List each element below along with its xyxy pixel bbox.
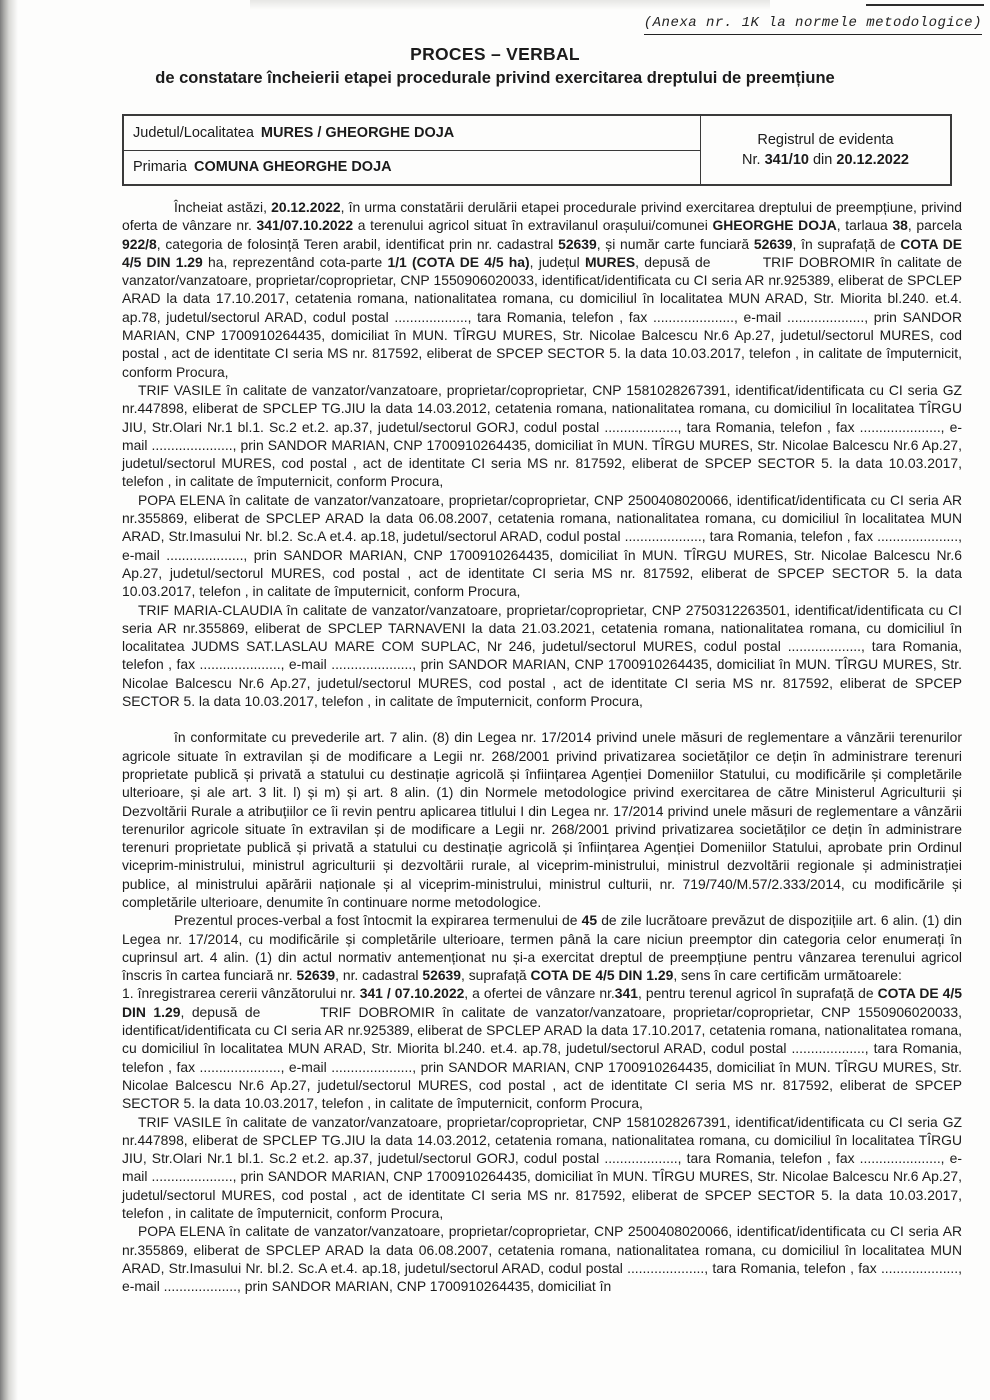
text-segment: Încheiat astăzi, bbox=[174, 199, 272, 215]
bold-text-segment: COTA DE 4/5 DIN 1.29 bbox=[530, 967, 674, 984]
registry-number: 341/10 bbox=[764, 152, 809, 168]
county-locality-row bbox=[124, 116, 700, 151]
text-segment: de zile lucrătoare prevăzut de dispozițiile art. 6 alin. (1) din Legea nr. 17/2014, cu modificările și completările ulterioare, termen până la care niciun preemptor din categoria celor enumerați în cuprinsul art. 4 alin. (1) din actul normativ antemenționat nu și-a exercitat dreptul de preempțiune pentru vânzarea terenului agricol înscris în cartea funciară nr. bbox=[122, 912, 962, 984]
annex-overline-rule bbox=[866, 4, 984, 6]
text-segment: TRIF VASILE în calitate de vanzator/vanzatoare, proprietar/coproprietar, CNP 1581028267391, identificat/identificata cu CI seria GZ nr.447898, eliberat de SPCLEP TG.JIU la data 14.03.2012, cetatenia romana, nationalitatea romana, cu domiciliul în localitatea TÎRGU JIU, Str.Olari Nr.1 bl.1. Sc.2 et.2. ap.37, judetul/sectorul GORJ, codul postal ..................., tara Romania, telefon , fax ....................., e-mail ....................., prin SANDOR MARIAN, CNP 1700910264435, domiciliat în MUN. TÎRGU MURES, Str. Nicolae Balcescu Nr.6 Ap.27, judetul/sectorul MURES, cod postal , act de identitate CI seria MS nr. 817592, eliberat de SPCEP SECTOR 5. la data 10.03.2017, telefon , in calitate de împuternicit, conform Procura, bbox=[122, 1113, 962, 1222]
bold-text-segment: 341/07.10.2022 bbox=[256, 217, 354, 234]
text-segment: POPA ELENA în calitate de vanzator/vanzatoare, proprietar/coproprietar, CNP 2500408020066, identificat/identificata cu CI seria AR nr.355869, eliberat de SPCLEP ARAD la data 06.08.2007, cetatenia romana, nationalitatea romana, cu domiciliul în localitatea MUN ARAD, Str.Imasului Nr. bl.2. Sc.A et.4. ap.18, judetul/sectorul ARAD, codul postal ...................., tara Romania, telefon , fax ...................., e-mail ..................., prin SANDOR MARIAN, CNP 1700910264435, domiciliat în bbox=[122, 1223, 962, 1295]
registry-date: 20.12.2022 bbox=[836, 152, 909, 168]
registry-entry bbox=[742, 150, 909, 170]
bold-text-segment: 52639 bbox=[558, 235, 597, 252]
paragraph bbox=[122, 1222, 962, 1295]
city-hall-row bbox=[124, 151, 700, 185]
text-segment: , în suprafață de bbox=[792, 235, 901, 252]
registry-din: din bbox=[808, 152, 837, 168]
text-segment: ha, reprezentând cota-parte bbox=[202, 253, 388, 270]
registry-info-table bbox=[122, 114, 952, 186]
bold-text-segment: MURES bbox=[584, 253, 636, 270]
text-segment: , a ofertei de vânzare nr. bbox=[464, 985, 615, 1002]
bold-text-segment: 38 bbox=[892, 217, 908, 234]
title-block bbox=[75, 44, 915, 88]
bold-text-segment: 52639 bbox=[296, 967, 336, 984]
bold-text-segment: COTA DE 4/5 DIN 1.29 bbox=[122, 235, 963, 270]
text-segment: , nr. cadastral bbox=[335, 967, 423, 984]
text-segment: , pentru terenul agricol în suprafață de bbox=[637, 985, 878, 1002]
paragraph bbox=[122, 984, 962, 1112]
city-hall-value: COMUNA GHEORGHE DOJA bbox=[193, 159, 392, 176]
bold-text-segment: 922/8 bbox=[122, 235, 157, 252]
registry-nr-label: Nr. bbox=[742, 152, 765, 168]
paragraph bbox=[122, 198, 962, 381]
scan-noise-artifact bbox=[250, 0, 770, 10]
text-segment: , categoria de folosință Teren arabil, identificat prin nr. cadastral bbox=[156, 235, 559, 252]
text-segment: , depusă de TRIF DOBROMIR în calitate de vanzator/vanzatoare, proprietar/coproprietar, CNP 1550906020033, identificat/identificata cu CI seria AR nr.925389, eliberat de SPCLEP ARAD la data 17.10.2017, cetatenia romana, nationalitatea romana, cu domiciliul în localitatea MUN ARAD, Str. Miorita bl.240. et.4. ap.78, judetul/sectorul ARAD, codul postal ..................., tara Romania, telefon , fax ....................., e-mail ...................., prin SANDOR MARIAN, CNP 1700910264435, domiciliat în MUN. TÎRGU MURES, Str. Nicolae Balcescu Nr.6 Ap.27, judetul/sectorul MURES, cod postal , act de identitate CI seria MS nr. 817592, eliberat de SPCEP SECTOR 5. la data 10.03.2017, telefon , in calitate de împuternicit, conform Procura, bbox=[122, 253, 962, 380]
page-title: PROCES – VERBAL bbox=[410, 44, 580, 64]
paragraph bbox=[122, 601, 962, 711]
text-segment: a terenului agricol situat în extravilanul orașului/comunei bbox=[353, 217, 713, 234]
bold-text-segment: 1/1 (COTA DE 4/5 ha) bbox=[387, 253, 530, 270]
text-segment: , județul bbox=[529, 253, 585, 270]
text-segment: în conformitate cu prevederile art. 7 alin. (8) din Legea nr. 17/2014 privind unele măsuri de reglementare a vânzării terenurilor agricole situate în extravilan și de modificare a Legii nr. 268/2001 privind privatizarea societăților ce dețin în administrare terenuri proprietate publică și privată a statului cu destinație agricolă și înființarea Agenției Domeniilor Statului, cu modificările și completările ulterioare, și ale art. 3 lit. l) și m) și art. 8 alin. (1) din Normele metodologice privind exercitarea de către Ministerul Agriculturii și Dezvoltării Rurale a atribuțiilor ce îi revin pentru aplicarea titlului I din Legea nr. 17/2014 privind unele măsuri de reglementare a vânzării terenurilor agricole situate în extravilan și de modificare a Legii nr. 268/2001 privind privatizarea societăților ce dețin în administrare terenuri proprietate publică și privată a statului cu destinație agricolă și înființarea Agenției Domeniilor Statului, aprobate prin Ordinul viceprim-ministrului, ministrul agriculturii și dezvoltării rurale, al viceprim-ministrului, ministrul dezvoltării regionale și administrației publice, al ministrului apărării naționale și al viceprim-ministrului, ministrul culturii, nr. 719/740/M.57/2.333/2014, cu modificările și completările ulterioare, denumite în continuare norme metodologice. bbox=[122, 729, 962, 910]
annex-note: (Anexa nr. 1K la normele metodologice) bbox=[644, 15, 982, 35]
bold-text-segment: 20.12.2022 bbox=[271, 199, 341, 215]
text-segment: , în urma constatării derulării etapei procedurale privind exercitarea dreptului de preempțiune, privind oferta de vânzare nr. bbox=[122, 199, 962, 234]
scan-shadow-artifact bbox=[0, 0, 20, 1400]
text-segment: , și număr carte funciară bbox=[596, 235, 754, 252]
city-hall-label: Primaria bbox=[133, 159, 187, 176]
registry-cell bbox=[701, 116, 950, 184]
info-table-left-column bbox=[124, 116, 701, 184]
text-segment: TRIF VASILE în calitate de vanzator/vanzatoare, proprietar/coproprietar, CNP 1581028267391, identificat/identificata cu CI seria GZ nr.447898, eliberat de SPCLEP TG.JIU la data 14.03.2012, cetatenia romana, nationalitatea romana, cu domiciliul în localitatea TÎRGU JIU, Str.Olari Nr.1 bl.1. Sc.2 et.2. ap.37, judetul/sectorul GORJ, codul postal ..................., tara Romania, telefon , fax ....................., e-mail ....................., prin SANDOR MARIAN, CNP 1700910264435, domiciliat în MUN. TÎRGU MURES, Str. Nicolae Balcescu Nr.6 Ap.27, judetul/sectorul MURES, cod postal , act de identitate CI seria MS nr. 817592, eliberat de SPCEP SECTOR 5. la data 10.03.2017, telefon , in calitate de împuternicit, conform Procura, bbox=[122, 381, 962, 490]
text-segment: POPA ELENA în calitate de vanzator/vanzatoare, proprietar/coproprietar, CNP 2500408020066, identificat/identificata cu CI seria AR nr.355869, eliberat de SPCLEP ARAD la data 06.08.2007, cetatenia romana, nationalitatea romana, cu domiciliul în localitatea MUN ARAD, Str.Imasului Nr. bl.2. Sc.A et.4. ap.18, judetul/sectorul ARAD, codul postal ...................., tara Romania, telefon , fax ....................., e-mail ...................., prin SANDOR MARIAN, CNP 1700910264435, domiciliat în MUN. TÎRGU MURES, Str. Nicolae Balcescu Nr.6 Ap.27, judetul/sectorul MURES, cod postal , act de identitate CI seria MS nr. 817592, eliberat de SPCEP SECTOR 5. la data 10.03.2017, telefon , in calitate de împuternicit, conform Procura, bbox=[122, 491, 962, 600]
text-segment: , depusă de TRIF DOBROMIR în calitate de vanzator/vanzatoare, proprietar/coproprietar, CNP 1550906020033, identificat/identificata cu CI seria AR nr.925389, eliberat de SPCLEP ARAD la data 17.10.2017, cetatenia romana, nationalitatea romana, cu domiciliul în localitatea MUN ARAD, Str. Miorita bl.240. et.4. ap.78, judetul/sectorul ARAD, codul postal ..................., tara Romania, telefon , fax ....................., e-mail ....................., prin SANDOR MARIAN, CNP 1700910264435, domiciliat în MUN. TÎRGU MURES, Str. Nicolae Balcescu Nr.6 Ap.27, judetul/sectorul MURES, cod postal , act de identitate CI seria MS nr. 817592, eliberat de SPCEP SECTOR 5. la data 10.03.2017, telefon , in calitate de împuternicit, conform Procura, bbox=[122, 1003, 962, 1112]
bold-text-segment: 341 / 07.10.2022 bbox=[359, 985, 465, 1002]
county-locality-value: MURES / GHEORGHE DOJA bbox=[260, 124, 455, 141]
paragraph bbox=[122, 491, 962, 601]
text-segment: Prezentul proces-verbal a fost întocmit la expirarea termenului de bbox=[174, 912, 582, 929]
text-segment: TRIF MARIA-CLAUDIA în calitate de vanzator/vanzatoare, proprietar/coproprietar, CNP 2750312263501, identificat/identificata cu CI seria AR nr.355869, eliberat de SPCLEP TARNAVENI la data 21.03.2021, cetatenia romana, nationalitatea romana, cu domiciliul în localitatea JUDMS SAT.LASLAU MARE COM SUPLAC, Nr 246, judetul/sectorul MURES, codul postal ..................., tara Romania, telefon , fax ....................., e-mail ....................., prin SANDOR MARIAN, CNP 1700910264435, domiciliat în MUN. TÎRGU MURES, Str. Nicolae Balcescu Nr.6 Ap.27, judetul/sectorul MURES, cod postal , act de identitate CI seria MS nr. 817592, eliberat de SPCEP SECTOR 5. la data 10.03.2017, telefon , in calitate de împuternicit, conform Procura, bbox=[122, 601, 962, 710]
county-locality-label: Judetul/Localitatea bbox=[133, 124, 254, 141]
bold-text-segment: 52639 bbox=[753, 235, 793, 252]
paragraph bbox=[122, 381, 962, 491]
paragraph bbox=[122, 911, 962, 984]
text-segment: , parcela bbox=[907, 217, 962, 234]
registry-title: Registrul de evidenta bbox=[757, 132, 894, 148]
text-segment: , sens în care certificăm următoarele: bbox=[673, 967, 902, 984]
bold-text-segment: 45 bbox=[581, 912, 598, 929]
text-segment: , tarlaua bbox=[836, 217, 893, 234]
paragraph bbox=[122, 1113, 962, 1223]
bold-text-segment: GHEORGHE DOJA bbox=[712, 217, 837, 234]
text-segment: 1. înregistrarea cererii vânzătorului nr. bbox=[122, 985, 360, 1002]
bold-text-segment: COTA DE 4/5 DIN 1.29 bbox=[122, 985, 962, 1020]
page-subtitle: de constatare încheierii etapei procedurale privind exercitarea dreptului de preemțiune bbox=[155, 69, 835, 87]
document-body bbox=[122, 198, 962, 1296]
bold-text-segment: 341 bbox=[614, 985, 638, 1002]
paragraph bbox=[122, 728, 962, 911]
text-segment: , suprafață bbox=[461, 967, 531, 984]
bold-text-segment: 52639 bbox=[422, 967, 462, 984]
